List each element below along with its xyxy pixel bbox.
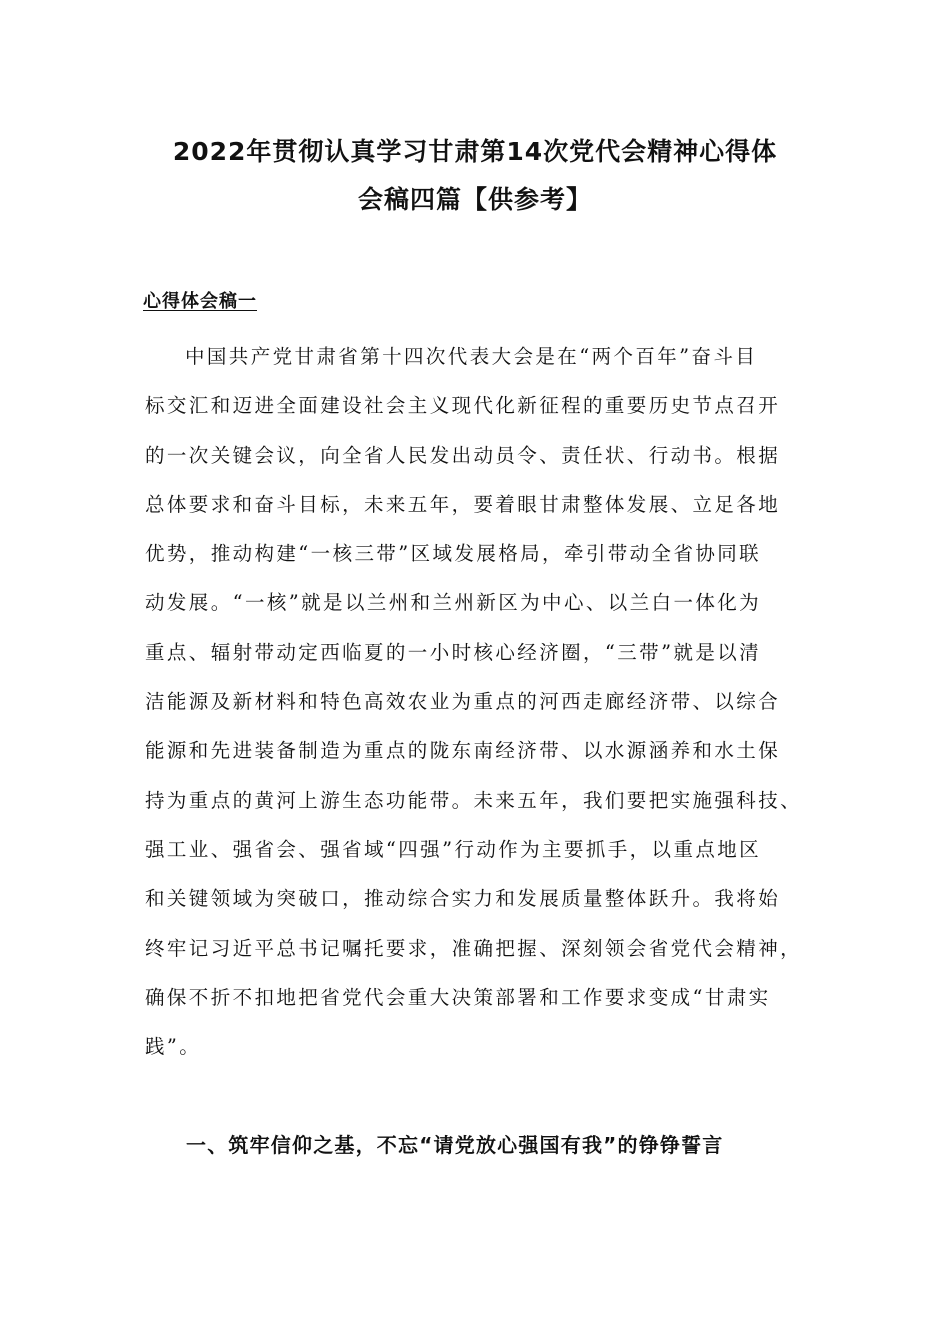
section-label: 心得体会稿一 xyxy=(143,291,257,312)
paragraph-line: 洁能源及新材料和特色高效农业为重点的河西走廊经济带、以综合 xyxy=(145,690,781,714)
section-heading-one: 一、筑牢信仰之基，不忘“请党放心强国有我”的铮铮誓言 xyxy=(186,1133,724,1157)
paragraph-line: 优势，推动构建“一核三带”区域发展格局，牵引带动全省协同联 xyxy=(145,542,762,566)
paragraph-line: 终牢记习近平总书记嘱托要求，准确把握、深刻领会省党代会精神， xyxy=(145,936,803,960)
title-line-1: 2022年贯彻认真学习甘肃第14次党代会精神心得体 xyxy=(172,137,778,166)
paragraph-line: 强工业、强省会、强省域“四强”行动作为主要抓手，以重点地区 xyxy=(145,837,762,861)
body-paragraph xyxy=(145,332,835,1071)
paragraph-line: 能源和先进装备制造为重点的陇东南经济带、以水源涵养和水土保 xyxy=(145,739,781,763)
paragraph-line: 和关键领域为突破口，推动综合实力和发展质量整体跃升。我将始 xyxy=(145,887,781,911)
document-title xyxy=(140,128,810,224)
paragraph-line: 确保不折不扣地把省党代会重大决策部署和工作要求变成“甘肃实 xyxy=(145,985,771,1009)
paragraph-line: 动发展。“一核”就是以兰州和兰州新区为中心、以兰白一体化为 xyxy=(145,591,762,615)
paragraph-line: 重点、辐射带动定西临夏的一小时核心经济圈，“三带”就是以清 xyxy=(145,640,762,664)
paragraph-line: 标交汇和迈进全面建设社会主义现代化新征程的重要历史节点召开 xyxy=(145,394,781,418)
paragraph-line: 持为重点的黄河上游生态功能带。未来五年，我们要把实施强科技、 xyxy=(145,788,803,812)
paragraph-line: 总体要求和奋斗目标，未来五年，要着眼甘肃整体发展、立足各地 xyxy=(145,492,781,516)
title-line-2: 会稿四篇【供参考】 xyxy=(357,185,592,214)
paragraph-line: 中国共产党甘肃省第十四次代表大会是在“两个百年”奋斗目 xyxy=(185,345,758,368)
paragraph-line: 的一次关键会议，向全省人民发出动员令、责任状、行动书。根据 xyxy=(145,443,781,467)
paragraph-line: 践”。 xyxy=(145,1035,202,1059)
